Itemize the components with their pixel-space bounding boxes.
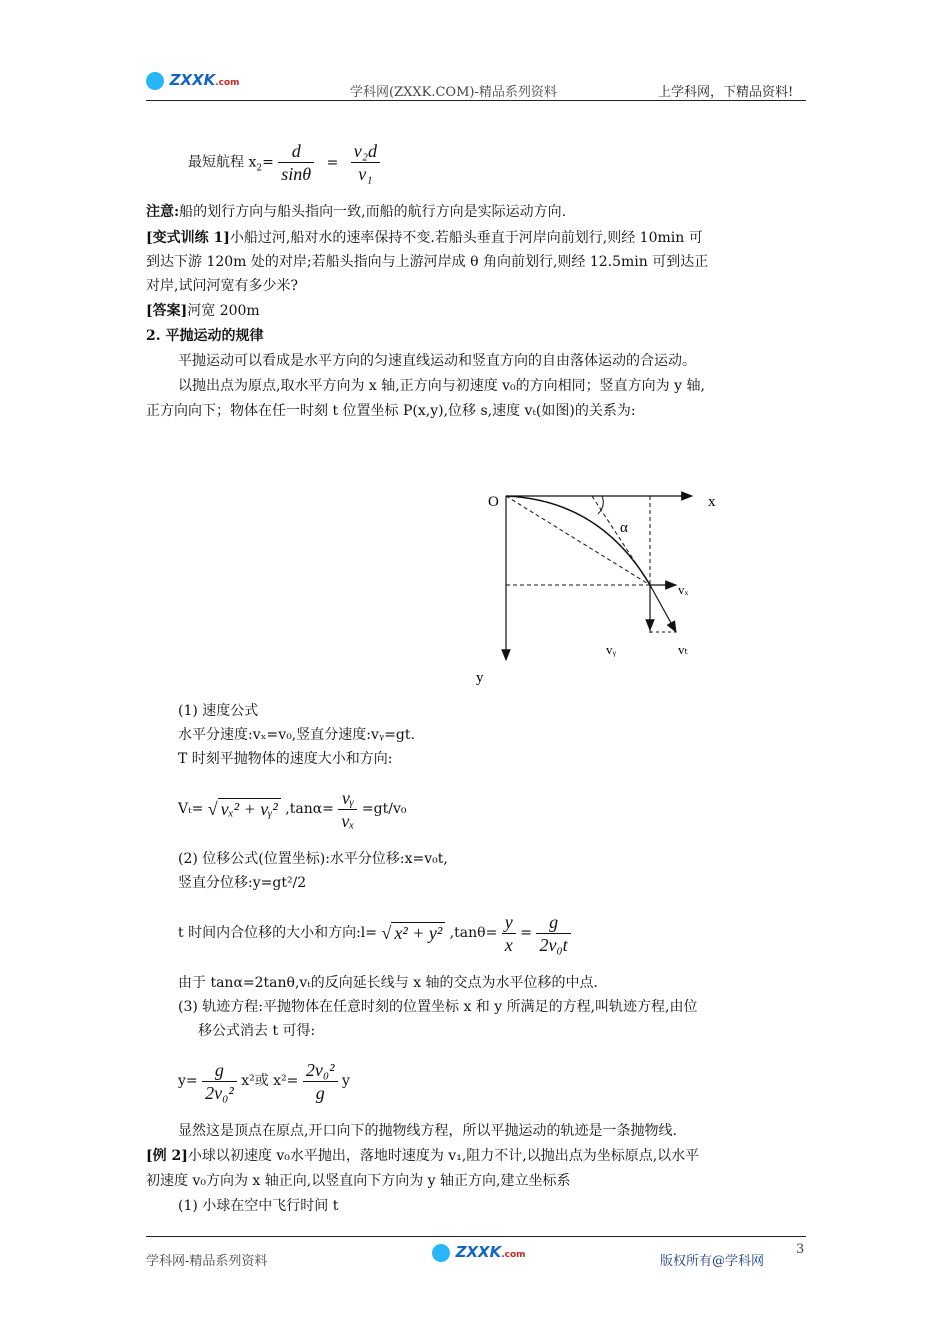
exercise-line-3: 对岸,试问河宽有多少米? [146,278,298,294]
displacement-formula: t 时间内合位移的大小和方向:l= √ x² + y² ,tanθ= $\frac{y}{x}$ = $\frac{g}{\text{2v₀t}}$ [178,910,571,956]
velocity-title: (1) 速度公式 [178,703,259,719]
header-logo[interactable] [146,70,240,90]
projectile-diagram [470,480,730,690]
footer-right: 版权所有@学科网 [660,1254,765,1269]
origin-label: O [488,494,499,510]
sqrt-x-y: √ x² + y² [381,910,445,956]
displacement-line [506,496,650,585]
fraction-y-x: $\frac{y}{x}$ [502,911,516,956]
x-axis-label: x [708,494,716,510]
trajectory-formula: y= $\frac{g}{\text{2v₀²}}$ x²或 x²= $\frac{\text{2v₀²}}{g}$ y [178,1059,350,1103]
trajectory-conclusion: 显然这是顶点在原点,开口向下的抛物线方程，所以平抛运动的轨迹是一条抛物线. [178,1123,677,1139]
fraction-v2d-v1: $\frac{\text{v₂d}}{\text{v₁}}$ [351,140,380,185]
section-paragraph-2b: 正方向向下；物体在任一时刻 t 位置坐标 P(x,y),位移 s,速度 vₜ(如图)的关系为: [146,403,636,419]
vt-label: vₜ [678,642,689,657]
header-slogan: 上学科网，下精品资料! [658,85,794,100]
logo-suffix: .com [215,78,240,88]
fraction-d-sin: $\frac{d}{\sin\theta}$ [278,140,314,185]
velocity-components: 水平分速度:vₓ=v₀,竖直分速度:vᵧ=gt. [178,727,415,743]
alpha-label: α [620,520,628,536]
footer-left: 学科网-精品系列资料 [146,1254,268,1269]
logo-icon [432,1244,450,1262]
trajectory-line-2: 移公式消去 t 可得: [198,1023,316,1039]
fraction-g-2v0t: $\frac{g}{\text{2v₀t}}$ [536,911,570,956]
example-question-1: (1) 小球在空中飞行时间 t [178,1198,339,1214]
fraction-g-2v0sq: $\frac{g}{\text{2v₀²}}$ [202,1059,237,1104]
shortest-path-formula: 最短航程 $x_2=$ $\frac{d}{\sin\theta}$ = $\frac{\text{v₂d}}{\text{v₁}}$ [188,140,380,190]
velocity-formula: Vₜ= √ vₓ² + vᵧ² ,tanα= $\frac{\text{vᵧ}}{\text{vₓ}}$ =gt/v₀ [178,787,407,831]
footer-logo[interactable] [432,1242,526,1262]
angle-arc [598,496,603,514]
y-axis-label: y [476,670,484,686]
vt-vector [650,585,676,632]
footer-rule [146,1236,806,1237]
page-number: 3 [796,1242,805,1257]
footer-logo-suffix: .com [501,1250,526,1260]
example-line-1: [例 2]小球以初速度 v₀水平抛出，落地时速度为 v₁,阻力不计,以抛出点为坐标原点,以水平 [146,1148,700,1164]
vx-label: vₓ [678,582,689,597]
exercise-line-2: 到达下游 120m 处的对岸;若船头指向与上游河岸成 θ 角向前划行,则经 12.5min 可到达正 [146,254,709,270]
trajectory-line-1: (3) 轨迹方程:平抛物体在任意时刻的位置坐标 x 和 y 所满足的方程,叫轨迹方程,由位 [178,999,698,1015]
exercise-line-1: [变式训练 1]小船过河,船对水的速率保持不变.若船头垂直于河岸向前划行,则经 10min 可 [146,230,703,246]
section-title: 2. 平抛运动的规律 [146,328,264,344]
vertical-displacement: 竖直分位移:y=gt²/2 [178,875,307,891]
note-paragraph: 注意:船的划行方向与船头指向一致,而船的航行方向是实际运动方向. [146,204,567,220]
velocity-intro: T 时刻平抛物体的速度大小和方向: [178,751,393,767]
logo-icon [146,72,164,90]
sqrt-vx-vy: √ vₓ² + vᵧ² [208,786,281,832]
displacement-title: (2) 位移公式(位置坐标):水平分位移:x=v₀t, [178,851,448,867]
header-rule [146,100,806,101]
header-title: 学科网(ZXXK.COM)-精品系列资料 [350,85,557,100]
section-paragraph-1: 平抛运动可以看成是水平方向的匀速直线运动和竖直方向的自由落体运动的合运动。 [178,353,696,369]
footer-logo-text: ZXXK [455,1243,502,1261]
answer-line: [答案]河宽 200m [146,303,260,319]
fraction-2v0sq-g: $\frac{\text{2v₀²}}{g}$ [303,1059,338,1104]
section-paragraph-2a: 以抛出点为原点,取水平方向为 x 轴,正方向与初速度 v₀的方向相同；竖直方向为 y 轴, [178,378,705,394]
vy-label: vᵧ [606,642,616,657]
example-line-2: 初速度 v₀方向为 x 轴正向,以竖直向下方向为 y 轴正方向,建立坐标系 [146,1173,571,1189]
logo-text: ZXXK [169,71,216,89]
midpoint-statement: 由于 tanα=2tanθ,vₜ的反向延长线与 x 轴的交点为水平位移的中点. [178,975,599,991]
fraction-vy-vx: $\frac{\text{vᵧ}}{\text{vₓ}}$ [338,787,357,832]
